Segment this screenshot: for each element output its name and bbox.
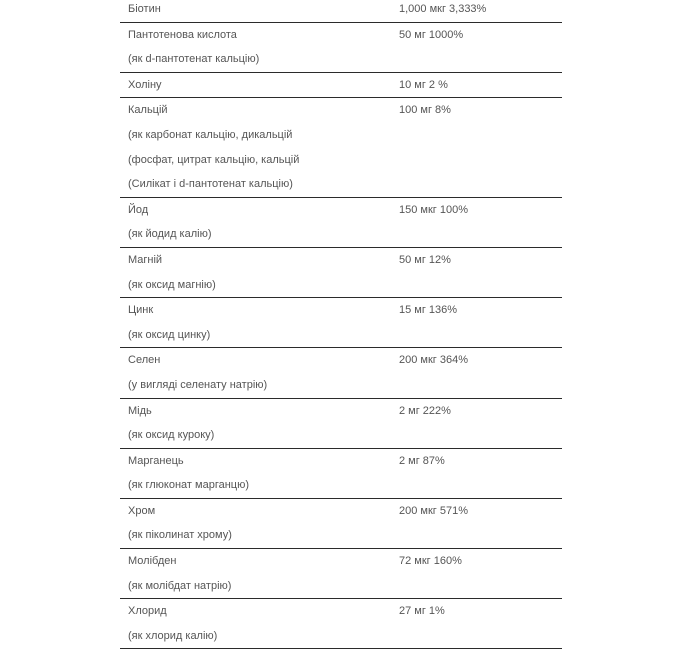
nutrient-amount: 1,000 мкг 3,333% <box>399 3 487 15</box>
table-row <box>120 298 562 348</box>
nutrient-source: (як оксид цинку) <box>128 328 211 341</box>
nutrient-source: (як піколинат хрому) <box>128 529 232 542</box>
nutrient-name-cell <box>120 348 391 398</box>
nutrient-amount: 200 мкг 571% <box>399 504 468 517</box>
nutrient-name-cell <box>120 448 391 498</box>
table-body <box>120 0 562 649</box>
nutrient-amount: 2 мг 222% <box>399 404 451 417</box>
nutrient-amount-cell <box>391 22 562 72</box>
nutrient-name: Біотин <box>128 3 161 15</box>
table-row <box>120 549 562 599</box>
nutrient-name-cell <box>120 72 391 98</box>
nutrient-source: (як d-пантотенат кальцію) <box>128 53 260 66</box>
nutrient-source: (як оксид магнію) <box>128 278 216 291</box>
nutrient-name-cell <box>120 398 391 448</box>
nutrient-name-cell <box>120 599 391 649</box>
nutrient-amount-cell <box>391 398 562 448</box>
supplement-facts-table-container <box>120 0 562 649</box>
table-row <box>120 448 562 498</box>
nutrient-source: (як карбонат кальцію, дикальцій <box>128 128 293 141</box>
nutrient-name: Пантотенова кислота <box>128 28 237 41</box>
nutrient-amount-cell <box>391 247 562 297</box>
nutrient-name: Хром <box>128 504 156 517</box>
nutrient-source: (як хлорид калію) <box>128 629 218 642</box>
nutrient-name: Молібден <box>128 555 177 568</box>
table-row <box>120 348 562 398</box>
nutrient-name: Холіну <box>128 78 162 91</box>
nutrient-amount: 50 мг 12% <box>399 253 451 266</box>
nutrient-source: (як йодид калію) <box>128 228 212 241</box>
nutrient-amount-cell <box>391 549 562 599</box>
nutrient-name: Марганець <box>128 454 184 467</box>
nutrient-amount-cell <box>391 348 562 398</box>
nutrient-name: Йод <box>128 203 149 216</box>
nutrient-source: (у вигляді селенату натрію) <box>128 378 268 391</box>
nutrient-name-cell <box>120 197 391 247</box>
table-row <box>120 247 562 297</box>
nutrient-amount-cell <box>391 599 562 649</box>
nutrient-amount-cell <box>391 197 562 247</box>
table-row <box>120 197 562 247</box>
nutrient-name-cell <box>120 247 391 297</box>
nutrient-amount-cell <box>391 298 562 348</box>
nutrient-amount: 2 мг 87% <box>399 454 445 467</box>
nutrient-amount: 15 мг 136% <box>399 304 458 317</box>
nutrient-name-cell <box>120 549 391 599</box>
nutrient-amount: 100 мг 8% <box>399 104 451 117</box>
nutrient-name: Хлорид <box>128 605 167 618</box>
nutrient-amount: 27 мг 1% <box>399 605 445 618</box>
nutrient-name: Цинк <box>128 304 154 317</box>
nutrient-name-cell <box>120 498 391 548</box>
table-row <box>120 22 562 72</box>
nutrient-amount-cell <box>391 98 562 197</box>
nutrient-amount: 10 мг 2 % <box>399 78 448 91</box>
nutrient-amount-cell <box>391 448 562 498</box>
nutrient-amount-cell <box>391 72 562 98</box>
table-row <box>120 0 562 22</box>
nutrient-amount: 50 мг 1000% <box>399 28 464 41</box>
nutrient-name: Мідь <box>128 404 152 417</box>
nutrient-name-cell <box>120 22 391 72</box>
nutrient-source: (як глюконат марганцю) <box>128 479 249 492</box>
nutrient-source: (Силікат і d-пантотенат кальцію) <box>128 178 293 191</box>
nutrient-name-cell <box>120 298 391 348</box>
table-row <box>120 98 562 197</box>
nutrient-amount-cell <box>391 498 562 548</box>
nutrient-amount: 150 мкг 100% <box>399 203 468 216</box>
nutrient-name: Селен <box>128 354 161 367</box>
table-row <box>120 398 562 448</box>
nutrient-source: (як молібдат натрію) <box>128 579 232 592</box>
supplement-facts-table <box>120 0 562 649</box>
nutrient-name: Магній <box>128 253 163 266</box>
nutrient-amount-cell <box>391 0 562 22</box>
nutrient-name: Кальцій <box>128 104 168 117</box>
table-row <box>120 498 562 548</box>
nutrient-source: (як оксид куроку) <box>128 429 215 442</box>
nutrient-amount: 200 мкг 364% <box>399 354 468 367</box>
nutrient-amount: 72 мкг 160% <box>399 555 462 568</box>
nutrient-name-cell <box>120 0 391 22</box>
table-row <box>120 72 562 98</box>
nutrient-name-cell <box>120 98 391 197</box>
table-row <box>120 599 562 649</box>
nutrient-source: (фосфат, цитрат кальцію, кальцій <box>128 153 300 166</box>
